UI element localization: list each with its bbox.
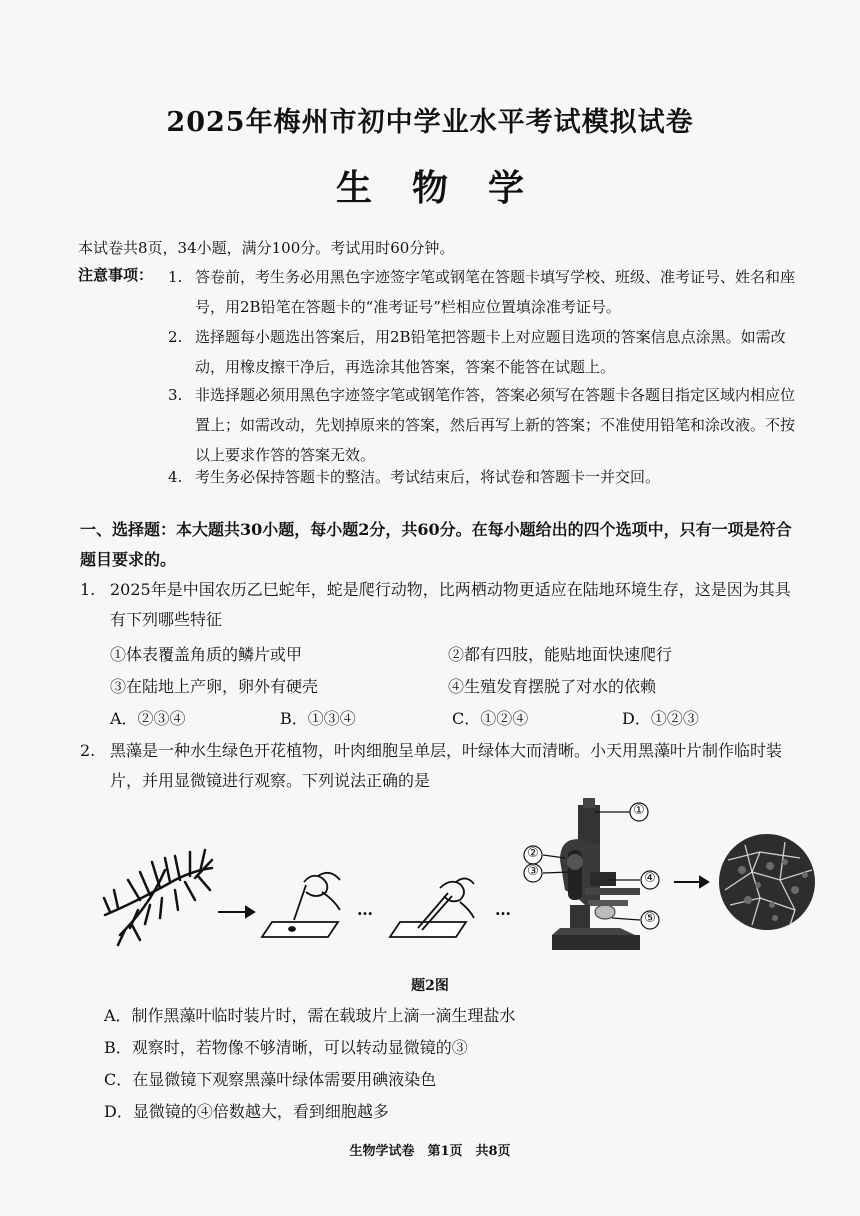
q1-statement: ②都有四肢，能贴地面快速爬行 xyxy=(448,645,673,664)
question-text: 2025年是中国农历乙巳蛇年，蛇是爬行动物，比两栖动物更适应在陆地环境生存，这是因为其具有下列哪些特征 xyxy=(110,580,791,629)
note-text: 非选择题必须用黑色字迹签字笔或钢笔作答，答案必须写在答题卡各题目指定区域内相应位置上；如需改动，先划掉原来的答案，然后再写上新的答案；不准使用铅笔和涂改液。不按以上要求作答的答案无效。 xyxy=(195,386,796,464)
section-text: 本大题共30小题，每小题2分，共60分。在每小题给出的四个选项中，只有一项是符合题目要求的。 xyxy=(80,520,792,569)
subject-title: 生物学 xyxy=(335,167,564,209)
q1-option-a[interactable]: A．②③④ xyxy=(110,709,186,728)
q2-option-d[interactable]: D．显微镜的④倍数越大，看到细胞越多 xyxy=(104,1102,389,1121)
aquatic-plant-illustration xyxy=(104,850,212,945)
microscope-illustration xyxy=(552,798,640,950)
q1-option-c[interactable]: C．①②④ xyxy=(452,709,529,728)
exam-title: 2025年梅州市初中学业水平考试模拟试卷 xyxy=(166,107,694,138)
q1-statement: ④生殖发育摆脱了对水的依赖 xyxy=(448,677,657,696)
q1-statement: ③在陆地上产卵，卵外有硬壳 xyxy=(110,677,319,696)
arrow-icon xyxy=(674,877,708,887)
arrow-icon xyxy=(218,907,254,917)
q2-option-a[interactable]: A．制作黑藻叶临时装片时，需在载玻片上滴一滴生理盐水 xyxy=(104,1006,516,1025)
microscope-view-illustration xyxy=(719,834,815,930)
figure-label-5: ⑤ xyxy=(644,911,656,926)
q1-option-b[interactable]: B．①③④ xyxy=(280,709,356,728)
notes-label: 注意事项： xyxy=(78,266,154,284)
figure-label-2: ② xyxy=(527,846,539,861)
note-number: 3. xyxy=(168,386,183,404)
note-number: 1. xyxy=(168,268,183,286)
slide-dropper-illustration xyxy=(262,873,340,937)
note-number: 4. xyxy=(168,468,183,486)
section-label: 一、选择题： xyxy=(80,520,177,539)
q2-option-c[interactable]: C．在显微镜下观察黑藻叶绿体需要用碘液染色 xyxy=(104,1070,437,1089)
note-text: 考生务必保持答题卡的整洁。考试结束后，将试卷和答题卡一并交回。 xyxy=(195,468,661,486)
figure-label-1: ① xyxy=(633,803,645,818)
q2-option-b[interactable]: B．观察时，若物像不够清晰，可以转动显微镜的③ xyxy=(104,1038,468,1057)
ellipsis-mark: … xyxy=(495,900,511,919)
note-text: 答卷前，考生务必用黑色字迹签字笔或钢笔在答题卡填写学校、班级、准考证号、姓名和座号，用2B铅笔在答题卡的“准考证号”栏相应位置填涂准考证号。 xyxy=(195,268,796,316)
question-number: 1. xyxy=(80,580,96,599)
question-text: 黑藻是一种水生绿色开花植物，叶肉细胞呈单层，叶绿体大而清晰。小天用黑藻叶片制作临时装片，并用显微镜进行观察。下列说法正确的是 xyxy=(110,741,783,790)
slide-forceps-illustration xyxy=(390,878,474,937)
figure-label-4: ④ xyxy=(644,871,656,886)
figure-label-3: ③ xyxy=(527,864,539,879)
q1-statement: ①体表覆盖角质的鳞片或甲 xyxy=(110,645,303,664)
q1-option-d[interactable]: D．①②③ xyxy=(622,709,699,728)
question-number: 2. xyxy=(80,741,96,760)
ellipsis-mark: … xyxy=(357,900,373,919)
figure-caption: 题2图 xyxy=(411,978,449,994)
note-text: 选择题每小题选出答案后，用2B铅笔把答题卡上对应题目选项的答案信息点涂黑。如需改动，用橡皮擦干净后，再选涂其他答案，答案不能答在试题上。 xyxy=(195,328,786,376)
note-number: 2. xyxy=(168,328,183,346)
exam-intro: 本试卷共8页，34小题，满分100分。考试用时60分钟。 xyxy=(78,239,455,257)
page-footer: 生物学试卷 第1页 共8页 xyxy=(349,1144,511,1159)
